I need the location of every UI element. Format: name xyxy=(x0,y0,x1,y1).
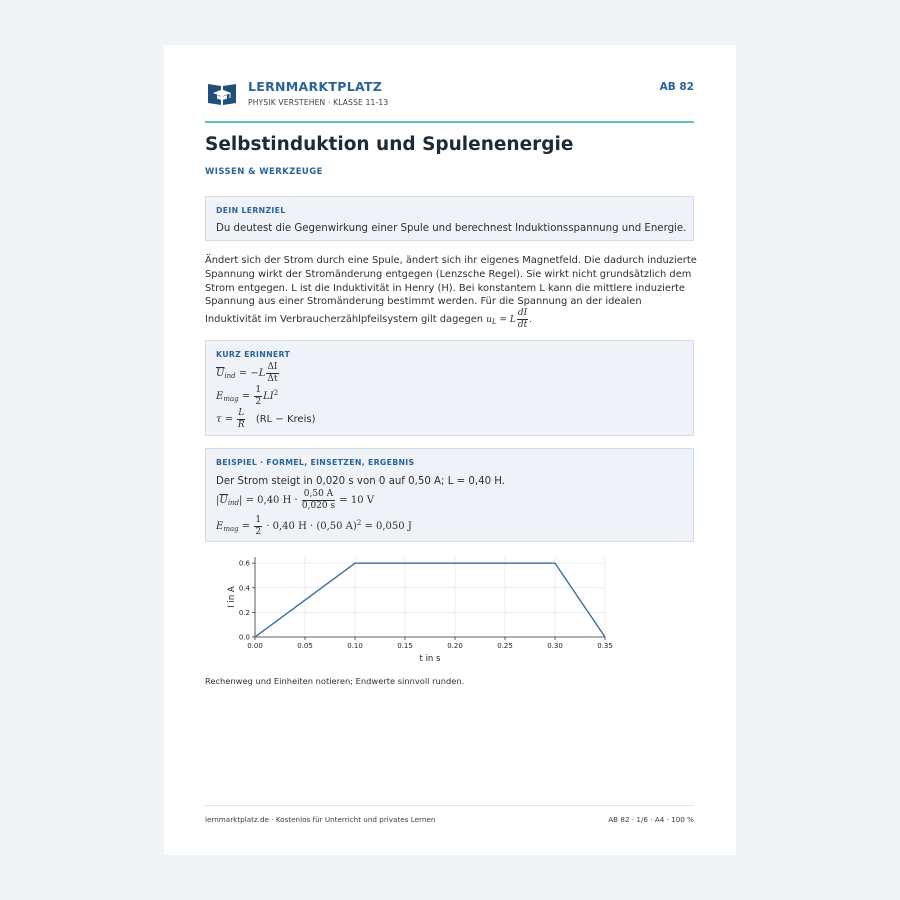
intro-text: Ändert sich der Strom durch eine Spule, ändert sich ihr eigenes Magnetfeld. Die dadurch induzierte Spannung wirkt der Stromänderung entgegen (Lenzsche Regel). Sie wirkt nicht grundsätzlich dem Strom entgegen. L ist die Induktivität in Henry (H). Bei konstantem L kann die mittlere induzierte Spannung aus einer Stromänderung bestimmt werden. Für die Spannung an der idealen Induktivität im Verbraucherzählpfeilsystem gilt dagegen xyxy=(205,255,697,326)
x-tick-label: 0.30 xyxy=(547,642,563,650)
worksheet-page xyxy=(164,45,736,855)
example-given: Der Strom steigt in 0,020 s von 0 auf 0,50 A; L = 0,40 H. xyxy=(216,476,506,487)
x-tick-label: 0.05 xyxy=(297,642,313,650)
y-tick-label: 0.4 xyxy=(238,584,250,593)
footer-divider xyxy=(205,805,694,806)
calc-result: = 10 V xyxy=(339,495,374,506)
footer-right: AB 82 · 1/6 · A4 · 100 % xyxy=(608,815,694,824)
y-tick-label: 0.2 xyxy=(238,608,250,617)
recall-box xyxy=(205,340,694,436)
x-tick-label: 0.15 xyxy=(397,642,413,650)
calc-numerator: 0,50 A xyxy=(303,489,334,499)
current-series-line xyxy=(255,563,605,637)
example-calc-voltage: $|\overline{U}_{ind}| = 0,40$ H · $\frac{0,50 A}{0,020 s}$ = 10 V xyxy=(216,489,374,511)
intro-paragraph xyxy=(205,254,697,330)
current-time-chart xyxy=(217,557,617,669)
x-tick-label: 0.35 xyxy=(597,642,613,650)
brand-subtitle: PHYSIK VERSTEHEN · KLASSE 11-13 xyxy=(248,98,389,107)
y-axis-label: I in A xyxy=(227,586,237,608)
learning-goal-label: DEIN LERNZIEL xyxy=(216,206,286,215)
example-calc-energy: $E_{mag}$ = $\frac{1}{2}$ · 0,40 H · (0,50 A)$^2$ = 0,050 J xyxy=(216,515,412,537)
learning-goal-box xyxy=(205,196,694,241)
instruction-note: Rechenweg und Einheiten notieren; Endwerte sinnvoll runden. xyxy=(205,676,465,686)
header-divider xyxy=(205,121,694,123)
example-label: BEISPIEL · FORMEL, EINSETZEN, ERGEBNIS xyxy=(216,458,415,467)
calc-denominator: 0,020 s xyxy=(301,501,336,511)
x-axis-label: t in s xyxy=(419,654,441,664)
intro-formula: $u_L = L$ $\frac{dI}{dt}$ . xyxy=(486,308,533,331)
example-box xyxy=(205,448,694,542)
page-title: Selbstinduktion und Spulenenergie xyxy=(205,134,574,155)
sheet-id: AB 82 xyxy=(659,81,694,93)
graduation-cap-icon xyxy=(207,82,237,106)
x-tick-label: 0.25 xyxy=(497,642,513,650)
y-tick-label: 0.0 xyxy=(238,633,250,642)
x-tick-label: 0.20 xyxy=(447,642,463,650)
formula-time-constant: τ = $\frac{L}{R}$ (RL − Kreis) xyxy=(216,408,316,430)
formula-induced-voltage: $\overline{U}_{ind} = -L$ $\frac{\Delta I}{\Delta t}$ xyxy=(216,362,278,384)
x-tick-label: 0.00 xyxy=(247,642,263,650)
learning-goal-text: Du deutest die Gegenwirkung einer Spule und berechnest Induktionsspannung und Energie. xyxy=(216,223,687,234)
rl-circuit-note: (RL − Kreis) xyxy=(255,414,316,425)
recall-label: KURZ ERINNERT xyxy=(216,350,291,359)
brand-name: LERNMARKTPLATZ xyxy=(248,79,383,94)
x-tick-label: 0.10 xyxy=(347,642,363,650)
formula-magnetic-energy: $E_{mag}$ = $\frac{1}{2}$ $LI^2$ xyxy=(216,385,279,407)
y-tick-label: 0.6 xyxy=(238,559,250,568)
section-subtitle: WISSEN & WERKZEUGE xyxy=(205,167,323,177)
footer-left: lernmarktplatz.de · Kostenlos für Unterricht und privates Lernen xyxy=(205,815,436,824)
